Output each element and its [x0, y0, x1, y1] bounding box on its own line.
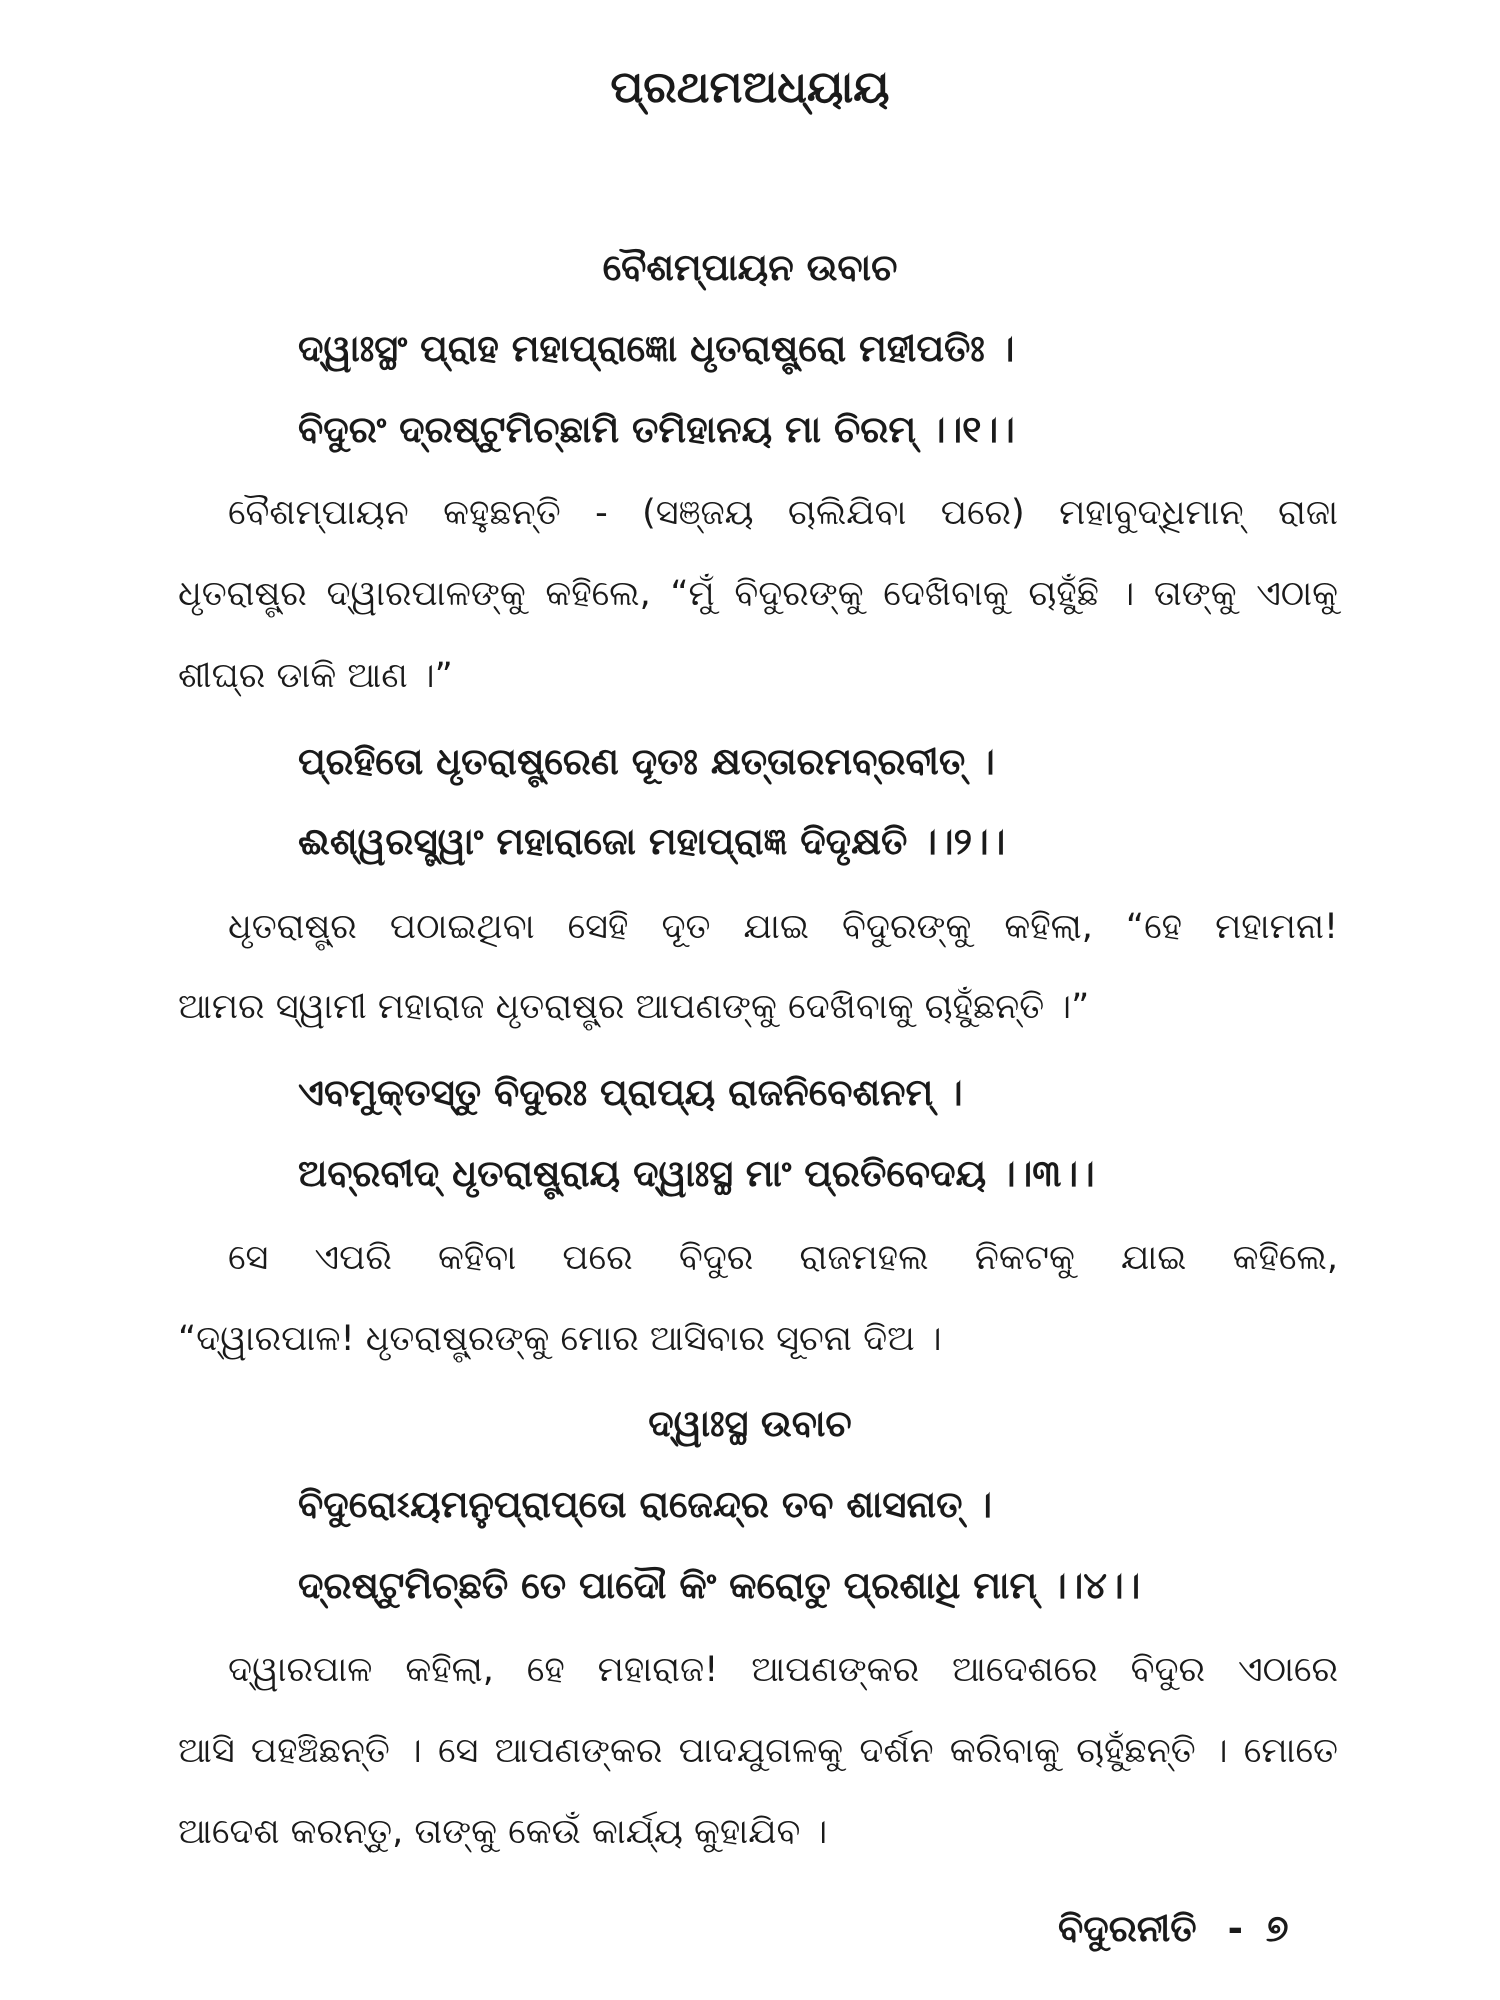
verse-2-line-2: ଈଶ୍ୱରସ୍ତ୍ୱାଂ ମହାରାଜୋ ମହାପ୍ରାଜ୍ଞ ଦିଦୃକ୍ଷତି ।।୨।।	[298, 820, 1006, 863]
prose-3-line-1: ସେ ଏପରି କହିବା ପରେ ବିଦୁର ରାଜମହଲ ନିକଟକୁ ଯାଇ କହିଲେ,	[228, 1238, 1338, 1278]
running-title: ବିଦୁରନୀତି	[1058, 1907, 1197, 1950]
verse-3-line-2: ଅବ୍ରବୀଦ୍ ଧୃତରାଷ୍ଟ୍ରାୟ ଦ୍ୱାଃସ୍ଥ ମାଂ ପ୍ରତିବେଦୟ ।।୩।।	[298, 1152, 1095, 1195]
verse-4-line-2: ଦ୍ରଷ୍ଟୁମିଚ୍ଛତି ତେ ପାଦୌ କିଂ କରୋତୁ ପ୍ରଶାଧି ମାମ୍ ।।୪।।	[298, 1564, 1141, 1607]
footer-separator: -	[1227, 1907, 1243, 1950]
speaker-heading-vaishampayana: ବୈଶମ୍ପାୟନ ଉବାଚ	[602, 246, 898, 289]
prose-2-line-1: ଧୃତରାଷ୍ଟ୍ର ପଠାଇଥିବା ସେହି ଦୂତ ଯାଇ ବିଦୁରଙ୍କୁ କହିଲା, “ହେ ମହାମନା!	[228, 907, 1338, 947]
verse-1-line-2: ବିଦୁରଂ ଦ୍ରଷ୍ଟୁମିଚ୍ଛାମି ତମିହାନୟ ମା ଚିରମ୍ ।।୧।।	[298, 408, 1015, 451]
prose-4-line-1: ଦ୍ୱାରପାଳ କହିଲା, ହେ ମହାରାଜ! ଆପଣଙ୍କର ଆଦେଶରେ ବିଦୁର ଏଠାରେ	[228, 1650, 1338, 1690]
chapter-title: ପ୍ରଥମଅଧ୍ୟାୟ	[610, 62, 890, 113]
verse-2-line-1: ପ୍ରହିତୋ ଧୃତରାଷ୍ଟ୍ରେଣ ଦୂତଃ କ୍ଷତ୍ତାରମବ୍ରବୀତ୍ ।	[298, 740, 995, 783]
prose-1-line-2: ଧୃତରାଷ୍ଟ୍ର ଦ୍ୱାରପାଳଙ୍କୁ କହିଲେ, “ମୁଁ ବିଦୁରଙ୍କୁ ଦେଖିବାକୁ ଚାହୁଁଛି । ତାଙ୍କୁ ଏଠାକୁ	[178, 574, 1338, 614]
verse-3-line-1: ଏବମୁକ୍ତସ୍ତୁ ବିଦୁରଃ ପ୍ରାପ୍ୟ ରାଜନିବେଶନମ୍ ।	[298, 1071, 963, 1114]
speaker-heading-doorkeeper: ଦ୍ୱାଃସ୍ଥ ଉବାଚ	[648, 1402, 852, 1445]
prose-4-line-3: ଆଦେଶ କରନ୍ତୁ, ତାଙ୍କୁ କେଉଁ କାର୍ଯ୍ୟ କୁହାଯିବ ।	[178, 1812, 828, 1852]
page-footer	[1058, 1907, 1288, 1951]
prose-1-line-1: ବୈଶମ୍ପାୟନ କହୁଛନ୍ତି - (ସଞ୍ଜୟ ଚାଲିଯିବା ପରେ) ମହାବୁଦ୍ଧିମାନ୍ ରାଜା	[228, 493, 1338, 533]
verse-4-line-1: ବିଦୁରୋଽୟମନୁପ୍ରାପ୍ତୋ ରାଜେନ୍ଦ୍ର ତବ ଶାସନାତ୍ ।	[298, 1483, 993, 1526]
prose-3-line-2: “ଦ୍ୱାରପାଳ! ଧୃତରାଷ୍ଟ୍ରଙ୍କୁ ମୋର ଆସିବାର ସୂଚନା ଦିଅ ।	[178, 1319, 942, 1359]
verse-1-line-1: ଦ୍ୱାଃସ୍ଥଂ ପ୍ରାହ ମହାପ୍ରାଜ୍ଞୋ ଧୃତରାଷ୍ଟ୍ରୋ ମହୀପତିଃ ।	[298, 327, 1015, 370]
prose-2-line-2: ଆମର ସ୍ୱାମୀ ମହାରାଜ ଧୃତରାଷ୍ଟ୍ର ଆପଣଙ୍କୁ ଦେଖିବାକୁ ଚାହୁଁଛନ୍ତି ।”	[178, 987, 1090, 1027]
prose-4-line-2: ଆସି ପହଞ୍ଚିଛନ୍ତି । ସେ ଆପଣଙ୍କର ପାଦଯୁଗଳକୁ ଦର୍ଶନ କରିବାକୁ ଚାହୁଁଛନ୍ତି । ମୋତେ	[178, 1731, 1338, 1771]
prose-1-line-3: ଶୀଘ୍ର ଡାକି ଆଣ ।”	[178, 656, 453, 696]
page-number: ୭	[1265, 1907, 1289, 1950]
